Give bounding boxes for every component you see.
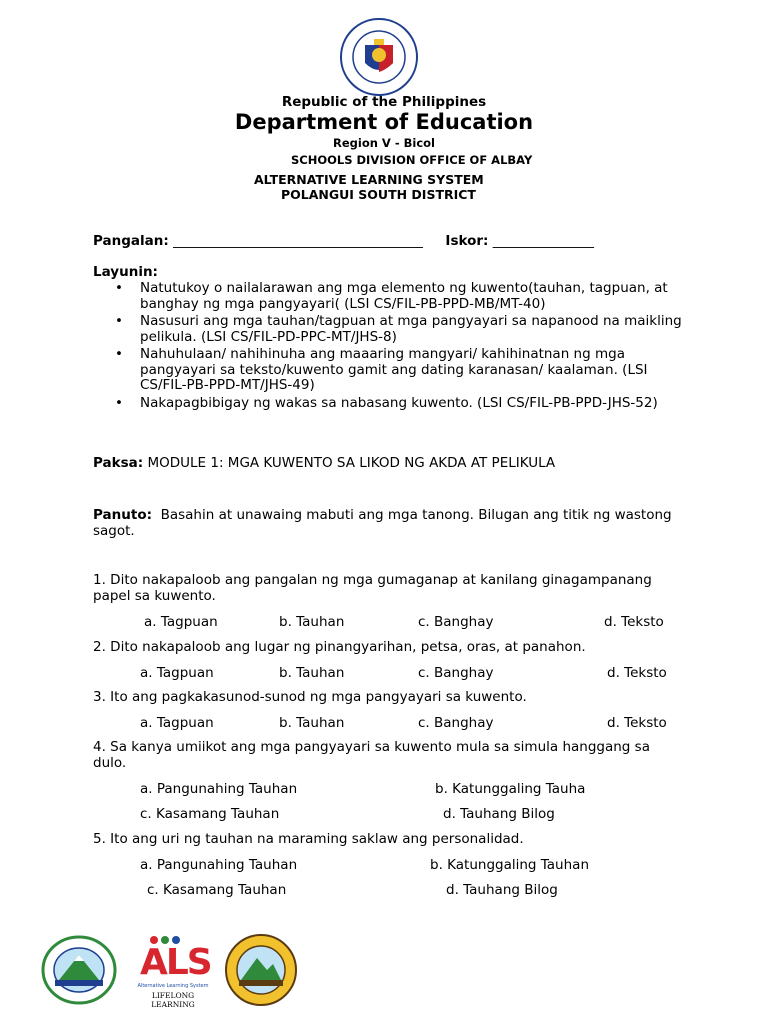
instruction-label: Panuto: <box>93 507 152 523</box>
q4-choice-a[interactable]: a. Pangunahing Tauhan <box>140 781 298 797</box>
bullet-icon: • <box>115 313 123 329</box>
objective-item: • Nahuhulaan/ nahihinuha ang maaaring mangyari/ kahihinatnan ng mga pangyayari sa teksto/kuwento gamit ang dating karanasan/ kaalaman. (LSI CS/FIL-PB-PPD-MT/JHS-49) <box>115 346 648 393</box>
question-4: 4. Sa kanya umiikot ang mga pangyayari sa kuwento mula sa simula hanggang sa dulo. <box>93 739 650 771</box>
division-heading: SCHOOLS DIVISION OFFICE OF ALBAY <box>291 153 533 167</box>
bullet-icon: • <box>115 280 123 296</box>
deped-seal-logo <box>338 17 420 97</box>
q2-choice-b[interactable]: b. Tauhan <box>279 665 345 681</box>
objective-item: • Natutukoy o nailalarawan ang mga elemento ng kuwento(tauhan, tagpuan, at banghay ng mga pangyayari( (LSI CS/FIL-PB-PPD-MB/MT-40) <box>115 280 668 312</box>
program-heading: ALTERNATIVE LEARNING SYSTEM <box>254 172 484 187</box>
score-blank[interactable]: _______________ <box>492 233 594 249</box>
q3-choice-b[interactable]: b. Tauhan <box>279 715 345 731</box>
q5-choice-b[interactable]: b. Katunggaling Tauhan <box>430 857 590 873</box>
question-2: 2. Dito nakapaloob ang lugar ng pinangyarihan, petsa, oras, at panahon. <box>93 639 586 655</box>
als-tagline: LIFELONG LEARNING <box>151 991 195 1009</box>
q4-choice-c[interactable]: c. Kasamang Tauhan <box>140 806 280 822</box>
polangui-south-district-logo <box>223 934 299 1006</box>
bullet-icon: • <box>115 394 123 411</box>
district-heading: POLANGUI SOUTH DISTRICT <box>281 187 476 202</box>
bullet-icon: • <box>115 346 123 362</box>
q5-choice-a[interactable]: a. Pangunahing Tauhan <box>140 857 298 873</box>
q3-choice-c[interactable]: c. Banghay <box>418 715 494 731</box>
deped-albay-logo <box>41 935 117 1005</box>
q5-choice-d[interactable]: d. Tauhang Bilog <box>446 882 558 898</box>
q1-choice-d[interactable]: d. Teksto <box>604 614 664 630</box>
als-letters: ALS <box>140 942 211 983</box>
q2-choice-c[interactable]: c. Banghay <box>418 665 494 681</box>
q1-choice-c[interactable]: c. Banghay <box>418 614 494 630</box>
instruction-text: Basahin at unawaing mabuti ang mga tanong. Bilugan ang titik ng wastong sagot. <box>93 507 672 539</box>
instruction-block <box>93 508 673 539</box>
als-logo <box>134 935 212 1009</box>
q2-choice-a[interactable]: a. Tagpuan <box>140 665 214 681</box>
question-5: 5. Ito ang uri ng tauhan na maraming saklaw ang personalidad. <box>93 831 524 847</box>
q3-choice-d[interactable]: d. Teksto <box>607 715 667 731</box>
question-3: 3. Ito ang pagkakasunod-sunod ng mga pangyayari sa kuwento. <box>93 689 527 705</box>
score-label: Iskor: <box>445 233 489 249</box>
objective-item: • Nakapagbibigay ng wakas sa nabasang kuwento. (LSI CS/FIL-PB-PPD-JHS-52) <box>115 394 658 411</box>
q4-choice-b[interactable]: b. Katunggaling Tauha <box>435 781 586 797</box>
department-title: Department of Education <box>234 110 534 134</box>
republic-heading: Republic of the Philippines <box>281 94 487 110</box>
topic-text: MODULE 1: MGA KUWENTO SA LIKOD NG AKDA AT PELIKULA <box>147 455 556 471</box>
q3-choice-a[interactable]: a. Tagpuan <box>140 715 214 731</box>
name-blank[interactable]: _____________________________________ <box>173 233 423 249</box>
als-subtitle: Alternative Learning System <box>137 983 209 989</box>
objectives-label: Layunin: <box>93 264 158 280</box>
q4-choice-d[interactable]: d. Tauhang Bilog <box>443 806 555 822</box>
q1-choice-b[interactable]: b. Tauhan <box>279 614 345 630</box>
objectives-list <box>93 281 683 413</box>
name-label: Pangalan: <box>93 233 169 249</box>
q1-choice-a[interactable]: a. Tagpuan <box>144 614 218 630</box>
objective-item: • Nasusuri ang mga tauhan/tagpuan at mga pangyayari sa napanood na maikling pelikula. (LSI CS/FIL-PD-PPC-MT/JHS-8) <box>115 313 682 345</box>
question-1: 1. Dito nakapaloob ang pangalan ng mga gumaganap at kanilang ginagampanang papel sa kuwento. <box>93 572 652 604</box>
q2-choice-d[interactable]: d. Teksto <box>607 665 667 681</box>
region-heading: Region V - Bicol <box>333 136 435 150</box>
topic-label: Paksa: <box>93 455 144 471</box>
name-score-line <box>93 234 594 250</box>
topic-line <box>93 456 555 472</box>
q5-choice-c[interactable]: c. Kasamang Tauhan <box>147 882 287 898</box>
